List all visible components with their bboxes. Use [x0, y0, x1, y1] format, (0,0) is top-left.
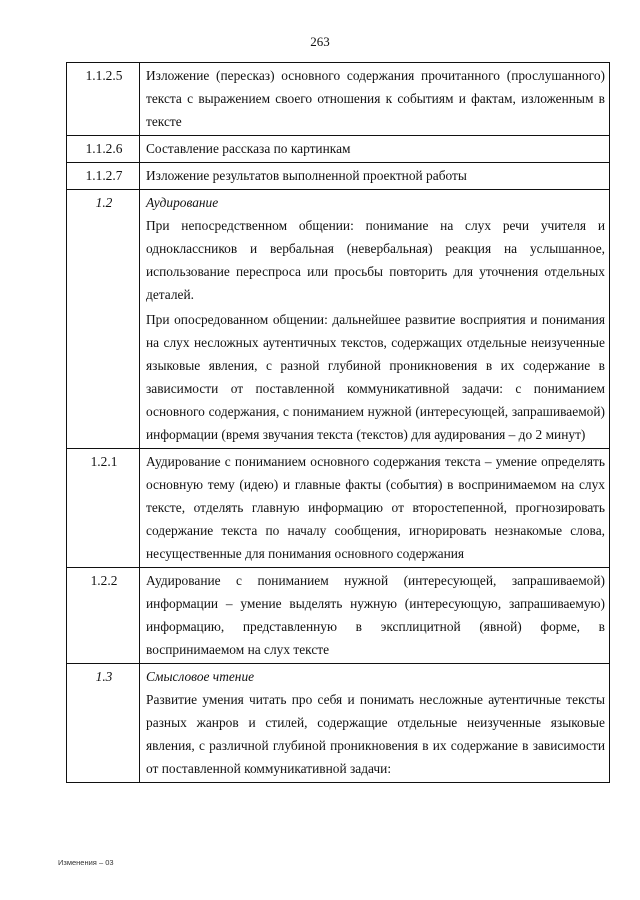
row-code: 1.1.2.7	[67, 163, 140, 190]
row-content	[140, 136, 610, 163]
row-paragraph: Изложение результатов выполненной проектной работы	[146, 168, 467, 183]
row-code: 1.3	[67, 664, 140, 783]
row-content	[140, 449, 610, 568]
row-code: 1.2.1	[67, 449, 140, 568]
table-row	[67, 664, 610, 783]
row-content	[140, 190, 610, 449]
table-row	[67, 163, 610, 190]
section-title: Аудирование	[146, 195, 219, 210]
row-content	[140, 163, 610, 190]
table-row	[67, 190, 610, 449]
row-code: 1.2	[67, 190, 140, 449]
row-paragraph: Аудирование с пониманием основного содержания текста – умение определять основную тему (идею) и главные факты (события) в воспринимаемом на слух тексте, отделять главную информацию от второстепенной, прогнозировать содержание текста по началу сообщения, игнорировать незнакомые слова, несущественные для понимания основного содержания	[146, 454, 605, 561]
section-title: Смысловое чтение	[146, 669, 255, 684]
row-paragraph: При опосредованном общении: дальнейшее развитие восприятия и понимания на слух несложных аутентичных текстов, содержащих отдельные неизученные языковые явления, с разной глубиной проникновения в их содержание в зависимости от поставленной коммуникативной задачи: с пониманием основного содержания, с пониманием нужной (интересующей, запрашиваемой) информации (время звучания текста (текстов) для аудирования – до 2 минут)	[146, 312, 605, 442]
page-number: 263	[310, 34, 330, 49]
row-paragraph: Развитие умения читать про себя и понимать несложные аутентичные тексты разных жанров и стилей, содержащие отдельные неизученные языковые явления, с различной глубиной проникновения в их содержание в зависимости от поставленной коммуникативной задачи:	[146, 692, 605, 776]
row-paragraph: При непосредственном общении: понимание на слух речи учителя и одноклассников и вербальная (невербальная) реакция на услышанное, использование переспроса или просьбы повторить для уточнения отдельных деталей.	[146, 218, 605, 302]
row-code: 1.2.2	[67, 568, 140, 664]
row-paragraph: Составление рассказа по картинкам	[146, 141, 351, 156]
row-content	[140, 568, 610, 664]
footer-note: Изменения – 03	[58, 858, 114, 867]
curriculum-table	[66, 62, 610, 783]
table-row	[67, 568, 610, 664]
row-code: 1.1.2.6	[67, 136, 140, 163]
row-content	[140, 664, 610, 783]
row-paragraph: Аудирование с пониманием нужной (интересующей, запрашиваемой) информации – умение выделять нужную (интересующую, запрашиваемую) информацию, представленную в эксплицитной (явной) форме, в воспринимаемом на слух тексте	[146, 573, 605, 657]
table-row	[67, 63, 610, 136]
table-row	[67, 449, 610, 568]
row-paragraph: Изложение (пересказ) основного содержания прочитанного (прослушанного) текста с выражением своего отношения к событиям и фактам, изложенным в тексте	[146, 68, 605, 129]
row-content	[140, 63, 610, 136]
row-code: 1.1.2.5	[67, 63, 140, 136]
table-row	[67, 136, 610, 163]
